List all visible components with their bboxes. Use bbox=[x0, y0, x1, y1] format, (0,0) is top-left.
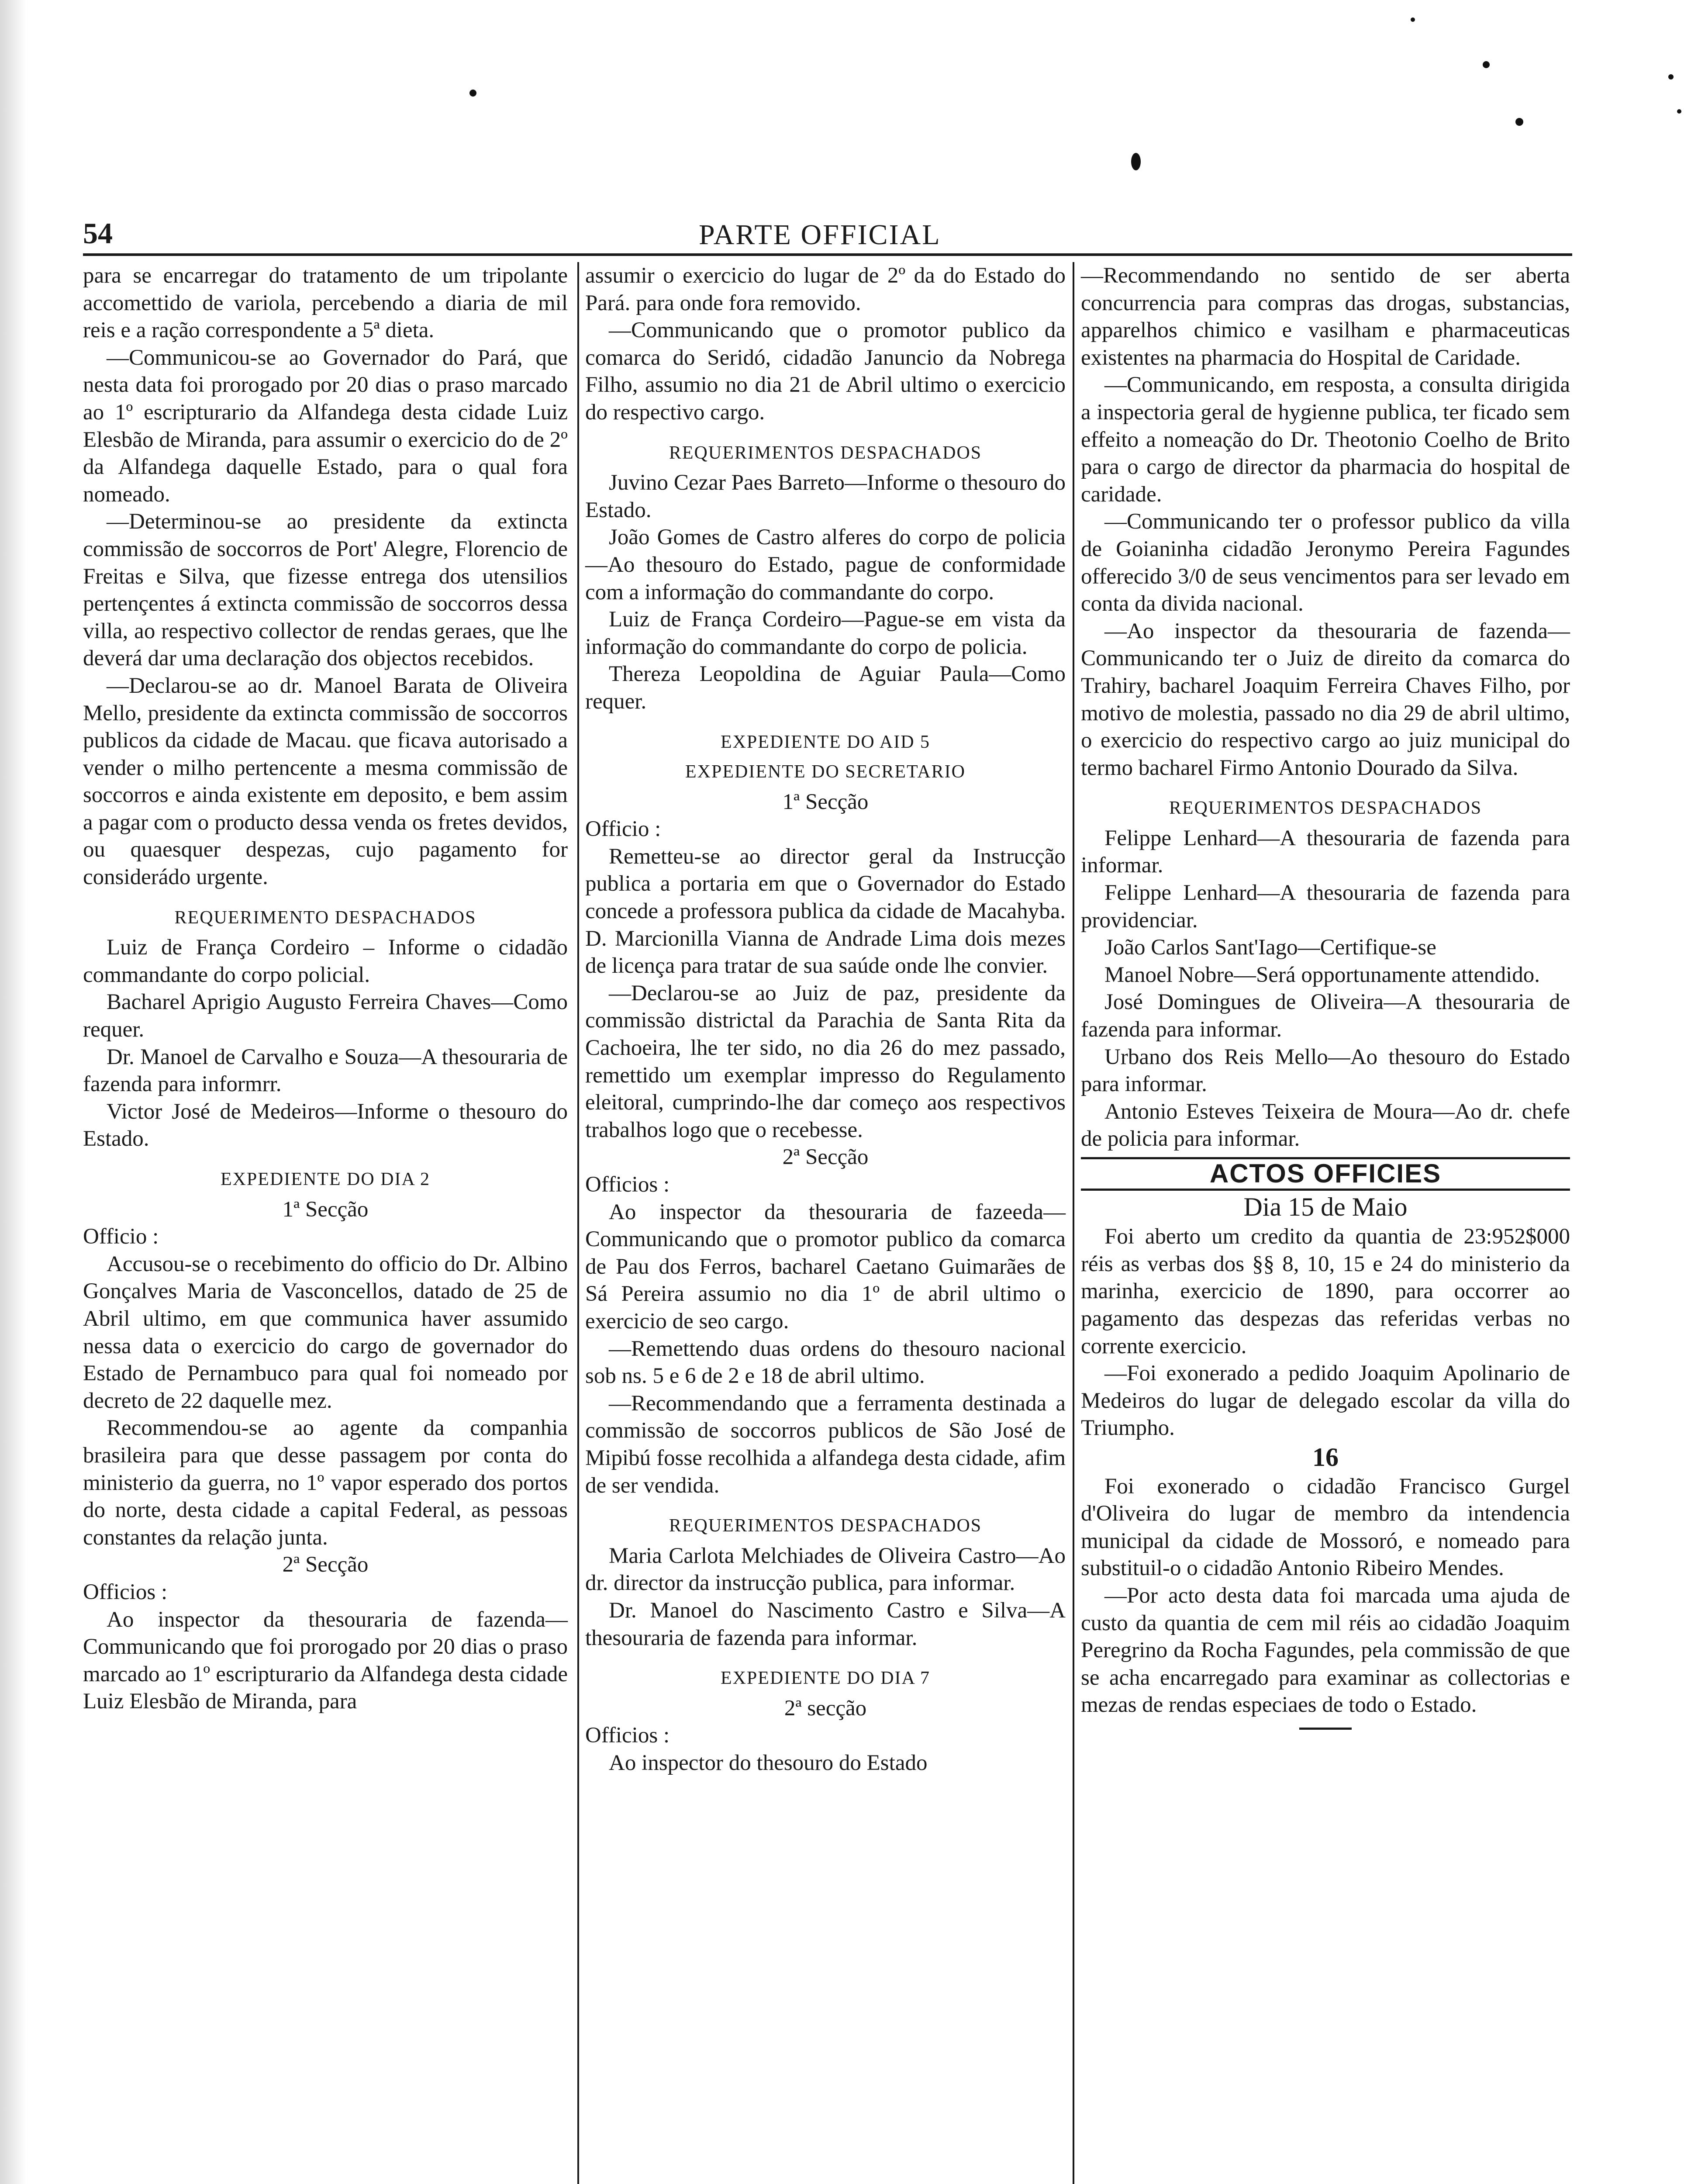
paragraph: Officios : bbox=[585, 1723, 670, 1748]
paragraph: Victor José de Medeiros—Informe o thesouro do Estado. bbox=[83, 1099, 568, 1151]
paragraph: —Recommendando que a ferramenta destinada a commissão de soccorros publicos de São José de Mipibú fosse recolhida a alfandega desta cidade, afim de ser vendida. bbox=[585, 1391, 1066, 1498]
day-number: 16 bbox=[1312, 1442, 1339, 1472]
section-heading: EXPEDIENTE DO SECRETARIO bbox=[685, 762, 966, 782]
subsection-heading: 2ª secção bbox=[784, 1696, 867, 1721]
paragraph: —Communicando que o promotor publico da comarca do Seridó, cidadão Januncio da Nobrega Filho, assumio no dia 21 de Abril ultimo o exercicio do respectivo cargo. bbox=[585, 318, 1066, 425]
paragraph: Ao inspector do thesouro do Estado bbox=[609, 1750, 928, 1775]
section-heading: REQUERIMENTOS DESPACHADOS bbox=[669, 1516, 982, 1536]
paragraph: —Por acto desta data foi marcada uma ajuda de custo da quantia de cem mil réis ao cidadão Joaquim Peregrino da Rocha Fagundes, pela commissão de que se acha encarregado para examinar as collectorias e mezas de rendas especiaes de todo o Estado. bbox=[1081, 1583, 1570, 1717]
subsection-heading: 2ª Secção bbox=[782, 1145, 869, 1170]
header-rule bbox=[83, 253, 1572, 256]
paragraph: Dr. Manoel de Carvalho e Souza—A thesouraria de fazenda para informrr. bbox=[83, 1044, 568, 1097]
paragraph: —Recommendando no sentido de ser aberta concurrencia para compras das drogas, substancias, apparelhos chimico e vasilham e pharmaceuticas existentes na pharmacia do Hospital de Caridade. bbox=[1081, 263, 1570, 370]
paragraph: Ao inspector da thesouraria de fazeeda—Communicando que o promotor publico da comarca de Pau dos Ferros, bacharel Caetano Guimarães de Sá Pereira assumio no dia 1º de abril ultimo o exercicio de seo cargo. bbox=[585, 1199, 1066, 1334]
page-edge-shadow bbox=[0, 0, 26, 2184]
column-1 bbox=[83, 262, 568, 1715]
paragraph: —Remettendo duas ordens do thesouro nacional sob ns. 5 e 6 de 2 e 18 de abril ultimo. bbox=[585, 1336, 1066, 1389]
column-rule bbox=[1073, 262, 1074, 2184]
column-2 bbox=[585, 262, 1066, 1776]
paragraph: para se encarregar do tratamento de um tripolante accomettido de variola, percebendo a diaria de mil reis e a ração correspondente a 5ª dieta. bbox=[83, 263, 568, 343]
column-rule bbox=[577, 262, 579, 2184]
section-heading: EXPEDIENTE DO DIA 2 bbox=[220, 1169, 431, 1189]
paragraph: João Gomes de Castro alferes do corpo de policia—Ao thesouro do Estado, pague de conformidade com a informação do commandante do corpo. bbox=[585, 525, 1066, 605]
paragraph: —Determinou-se ao presidente da extincta commissão de soccorros de Port' Alegre, Florencio de Freitas e Silva, que fizesse entrega dos utensilios pertençentes á extincta commissão de soccorros dessa villa, ao respectivo collector de rendas geraes, que lhe deverá dar uma declaração dos objectos recebidos. bbox=[83, 509, 568, 671]
paragraph: Dr. Manoel do Nascimento Castro e Silva—A thesouraria de fazenda para informar. bbox=[585, 1598, 1066, 1650]
paragraph: Remetteu-se ao director geral da Instrucção publica a portaria em que o Governador do Estado concede a professora publica da cidade de Macahyba. D. Marcionilla Vianna de Andrade Lima dois mezes de licença para tratar de sua saúde onde lhe convier. bbox=[585, 844, 1066, 978]
subsection-heading: 1ª Secção bbox=[282, 1197, 369, 1222]
paragraph: Antonio Esteves Teixeira de Moura—Ao dr. chefe de policia para informar. bbox=[1081, 1099, 1570, 1151]
paragraph: Foi aberto um credito da quantia de 23:952$000 réis as verbas dos §§ 8, 10, 15 e 24 do ministerio da marinha, exercicio de 1890, para occorrer ao pagamento das despezas das referidas verbas no corrente exercicio. bbox=[1081, 1224, 1570, 1358]
paragraph: —Declarou-se ao Juiz de paz, presidente da commissão districtal da Parachia de Santa Rita da Cachoeira, lhe ter sido, no dia 26 do mez passado, remettido um exemplar impresso do Regulamento eleitoral, cumprindo-lhe dar começo aos respectivos trabalhos logo que o recebesse. bbox=[585, 981, 1066, 1142]
paragraph: Foi exonerado o cidadão Francisco Gurgel d'Oliveira do lugar de membro da intendencia municipal da cidade de Mossoró, e nomeado para substituil-o o cidadão Antonio Ribeiro Mendes. bbox=[1081, 1474, 1570, 1581]
paragraph: João Carlos Sant'Iago—Certifique-se bbox=[1104, 935, 1436, 960]
paragraph: Bacharel Aprigio Augusto Ferreira Chaves—Como requer. bbox=[83, 990, 568, 1042]
paragraph: Recommendou-se ao agente da companhia brasileira para que desse passagem por conta do ministerio da guerra, no 1º vapor esperado dos portos do norte, desta cidade a capital Federal, as pessoas constantes da relação junta. bbox=[83, 1416, 568, 1550]
ink-speck bbox=[1668, 74, 1674, 79]
subsection-heading: 1ª Secção bbox=[782, 789, 869, 814]
paragraph: —Communicando, em resposta, a consulta dirigida a inspectoria geral de hygienne publica, ter ficado sem effeito a nomeação do Dr. Theotonio Coelho de Brito para o cargo de director da pharmacia do hospital de caridade. bbox=[1081, 373, 1570, 507]
ink-speck bbox=[1677, 109, 1681, 114]
ink-speck bbox=[1131, 153, 1141, 170]
running-head: PARTE OFFICIAL bbox=[699, 219, 941, 251]
subsection-heading: 2ª Secção bbox=[282, 1552, 369, 1577]
page-number: 54 bbox=[83, 217, 113, 250]
paragraph: Accusou-se o recebimento do officio do Dr. Albino Gonçalves Maria de Vasconcellos, datado de 25 de Abril ultimo, em que communica haver assumido nessa data o exercicio do cargo de governador do Estado de Pernambuco para qual foi nomeado por decreto de 22 daquelle mez. bbox=[83, 1251, 568, 1413]
paragraph: Officio : bbox=[83, 1224, 159, 1249]
paragraph: —Declarou-se ao dr. Manoel Barata de Oliveira Mello, presidente da extincta commissão de soccorros publicos da cidade de Macau. que ficava autorisado a vender o milho pertencente a mesma commissão de soccorros e ainda existente em deposito, e bem assim a pagar com o producto dessa venda os fretes devidos, ou quaesquer despezas, cujo pagamento for considerádo urgente. bbox=[83, 673, 568, 890]
paragraph: Manoel Nobre—Será opportunamente attendido. bbox=[1104, 962, 1540, 987]
paragraph: Felippe Lenhard—A thesouraria de fazenda para informar. bbox=[1081, 826, 1570, 878]
paragraph: —Ao inspector da thesouraria de fazenda—Communicando ter o Juiz de direito da comarca do Trahiry, bacharel Joaquim Ferreira Chaves Filho, por motivo de molestia, passado no dia 29 de abril ultimo, o exercicio do respectivo cargo ao juiz municipal do termo bacharel Firmo Antonio Dourado da Silva. bbox=[1081, 619, 1570, 780]
paragraph: —Communicando ter o professor publico da villa de Goianinha cidadão Jeronymo Pereira Fagundes offerecido 3/0 de seus vencimentos para ser levado em conta da divida nacional. bbox=[1081, 509, 1570, 616]
section-banner: ACTOS OFFICIES bbox=[1081, 1157, 1570, 1191]
paragraph: —Foi exonerado a pedido Joaquim Apolinario de Medeiros do lugar de delegado escolar da villa do Triumpho. bbox=[1081, 1361, 1570, 1441]
section-heading: REQUERIMENTOS DESPACHADOS bbox=[1169, 798, 1482, 819]
ink-speck bbox=[1483, 61, 1490, 68]
paragraph: Luiz de França Cordeiro—Pague-se em vista da informação do commandante do corpo de policia. bbox=[585, 607, 1066, 659]
paragraph: José Domingues de Oliveira—A thesouraria de fazenda para informar. bbox=[1081, 990, 1570, 1042]
end-rule bbox=[1299, 1728, 1352, 1730]
paragraph: Ao inspector da thesouraria de fazenda—Communicando que foi prorogado por 20 dias o praso marcado ao 1º escripturario da Alfandega desta cidade Luiz Elesbão de Miranda, para bbox=[83, 1607, 568, 1714]
paragraph: Juvino Cezar Paes Barreto—Informe o thesouro do Estado. bbox=[585, 470, 1066, 522]
paragraph: Officios : bbox=[585, 1172, 670, 1197]
paragraph: assumir o exercicio do lugar de 2º da do Estado do Pará. para onde fora removido. bbox=[585, 263, 1066, 315]
section-heading: EXPEDIENTE DO DIA 7 bbox=[720, 1668, 931, 1689]
section-heading: REQUERIMENTO DESPACHADOS bbox=[174, 907, 476, 928]
ink-speck bbox=[469, 90, 476, 97]
paragraph: Maria Carlota Melchiades de Oliveira Castro—Ao dr. director da instrucção publica, para informar. bbox=[585, 1543, 1066, 1596]
section-heading: REQUERIMENTOS DESPACHADOS bbox=[669, 442, 982, 463]
ink-speck bbox=[1411, 17, 1415, 22]
paragraph: Urbano dos Reis Mello—Ao thesouro do Estado para informar. bbox=[1081, 1044, 1570, 1097]
section-heading: EXPEDIENTE DO AID 5 bbox=[720, 732, 931, 752]
paragraph: Officio : bbox=[585, 817, 661, 842]
paragraph: Felippe Lenhard—A thesouraria de fazenda para providenciar. bbox=[1081, 881, 1570, 933]
paragraph: Luiz de França Cordeiro – Informe o cidadão commandante do corpo policial. bbox=[83, 935, 568, 987]
paragraph: Thereza Leopoldina de Aguiar Paula—Como requer. bbox=[585, 662, 1066, 714]
column-3 bbox=[1081, 262, 1570, 1738]
ink-speck bbox=[1515, 118, 1523, 126]
paragraph: —Communicou-se ao Governador do Pará, que nesta data foi prorogado por 20 dias o praso marcado ao 1º escripturario da Alfandega desta cidade Luiz Elesbão de Miranda, para assumir o exercicio do de 2º da Alfandega daquelle Estado, para o qual fora nomeado. bbox=[83, 345, 568, 507]
paragraph: Officios : bbox=[83, 1579, 168, 1604]
date-heading: Dia 15 de Maio bbox=[1243, 1192, 1408, 1221]
